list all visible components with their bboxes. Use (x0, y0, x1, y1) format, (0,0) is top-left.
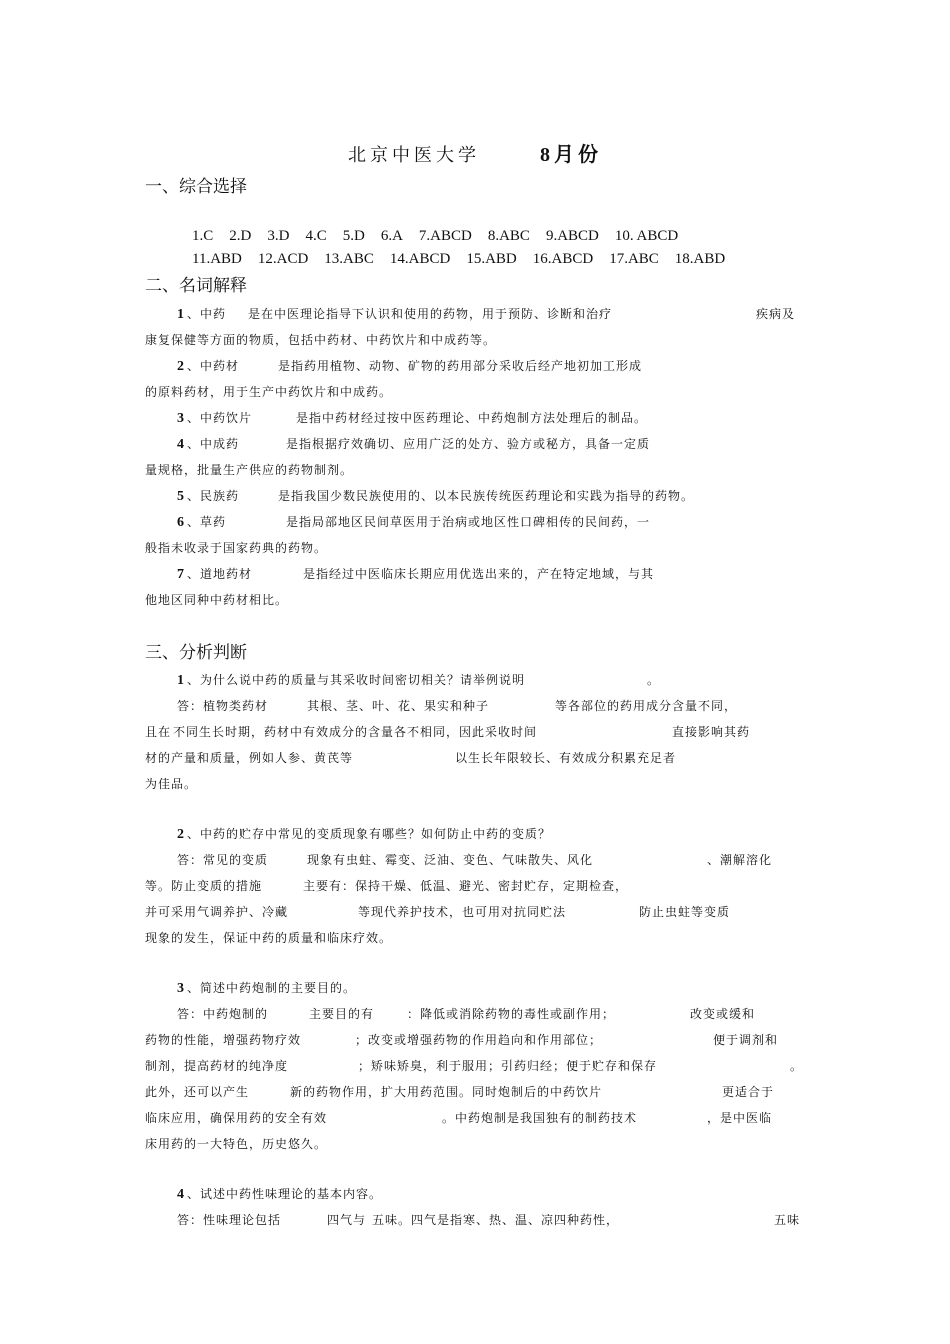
section-heading-terms: 二、名词解释 (145, 276, 247, 296)
term-7-line-2: 他地区同种中药材相比。 (145, 593, 289, 607)
answer-4-text: 五味。四气是指寒、热、温、凉四种药性， (372, 1213, 620, 1227)
answer-item: 9.ABCD (545, 228, 599, 244)
term-2-line-2: 的原料药材，用于生产中药饮片和中成药。 (145, 385, 393, 399)
answer-2-text: 、潮解溶化 (707, 853, 773, 867)
answer-3-text: 床用药的一大特色，历史悠久。 (145, 1137, 328, 1151)
term-2-line-1: 2 、中药材 (177, 359, 240, 374)
answer-1-text: 为佳品。 (145, 777, 198, 791)
term-6-line-1: 6 、草药 (177, 515, 227, 530)
term-7-def: 是指经过中医临床长期应用优选出来的，产在特定地域，与其 (303, 567, 655, 581)
answer-2-text: 防止虫蛀等变质 (639, 905, 731, 919)
answer-1-text: 材的产量和质量，例如人参、黄芪等 (145, 751, 354, 765)
answer-3-text: ：降低或消除药物的毒性或副作用； (407, 1007, 616, 1021)
answer-3-text: 便于调剂和 (713, 1033, 779, 1047)
answer-4-text: 五味 (774, 1213, 801, 1227)
answer-3-text: 更适合于 (722, 1085, 775, 1099)
answer-2-text: 主要有：保持干燥、低温、避光、密封贮存，定期检查， (303, 879, 629, 893)
answer-1-text: 其根、茎、叶、花、果实和种子 (307, 699, 490, 713)
answer-1-text: 不同生长时期，药材中有效成分的含量各不相同，因此采收时间 (173, 725, 538, 739)
answer-item: 4.C (305, 228, 327, 244)
answer-4-text: 答：性味理论包括 (177, 1213, 282, 1227)
question-1-tail: 。 (647, 673, 661, 687)
answer-item: 18.ABD (674, 251, 726, 267)
answer-3-text: 此外，还可以产生 (145, 1085, 250, 1099)
answer-3-text: 药物的性能，增强药物疗效 (145, 1033, 302, 1047)
answer-item: 12.ACD (257, 251, 309, 267)
answer-item: 8.ABC (487, 228, 530, 244)
section-heading-choice: 一、综合选择 (145, 177, 247, 197)
answer-1-text: 等各部位的药用成分含量不同， (555, 699, 738, 713)
answer-3-text: 新的药物作用，扩大用药范围。同时炮制后的中药饮片 (290, 1085, 603, 1099)
answer-item: 6.A (380, 228, 403, 244)
answer-3-text: ；矫味矫臭，利于服用；引药归经；便于贮存和保存 (358, 1059, 658, 1073)
term-3-line-1: 3 、中药饮片 (177, 411, 253, 426)
answer-3-text: 临床应用，确保用药的安全有效 (145, 1111, 328, 1125)
term-3-def: 是指中药材经过按中医药理论、中药炮制方法处理后的制品。 (296, 411, 648, 425)
question-3: 3 、简述中药炮制的主要目的。 (177, 981, 357, 996)
answer-1-text: 答：植物类药材 (177, 699, 269, 713)
answer-item: 14.ABCD (389, 251, 451, 267)
answer-item: 7.ABCD (418, 228, 472, 244)
answer-2-text: 等现代养护技术，也可用对抗同贮法 (358, 905, 567, 919)
answer-1-text: 且在 (145, 725, 172, 739)
answer-item: 3.D (267, 228, 290, 244)
title-left: 北京中医大学 (348, 145, 480, 165)
question-2: 2 、中药的贮存中常见的变质现象有哪些？如何防止中药的变质？ (177, 827, 552, 842)
answer-3-text: 改变或缓和 (690, 1007, 756, 1021)
term-5-line-1: 5 、民族药 (177, 489, 240, 504)
answers-row-2 (177, 225, 741, 294)
term-1-def-tail: 疾病及 (756, 307, 796, 321)
term-1-line-1: 1 、中药 (177, 307, 227, 322)
question-4: 4 、试述中药性味理论的基本内容。 (177, 1187, 383, 1202)
answer-2-text: 并可采用气调养护、冷藏 (145, 905, 289, 919)
answer-3-text: 。中药炮制是我国独有的制药技术 (442, 1111, 638, 1125)
term-6-line-2: 般指未收录于国家药典的药物。 (145, 541, 328, 555)
term-7-line-1: 7 、道地药材 (177, 567, 253, 582)
answer-item: 17.ABC (609, 251, 659, 267)
answer-item: 11.ABD (192, 251, 242, 267)
answer-item: 13.ABC (324, 251, 374, 267)
answer-2-text: 答：常见的变质 (177, 853, 269, 867)
answer-item: 15.ABD (466, 251, 517, 267)
answer-item: 2.D (229, 228, 252, 244)
answer-item: 16.ABCD (532, 251, 594, 267)
title-right: 8月份 (540, 144, 602, 166)
answer-3-text: ；改变或增强药物的作用趋向和作用部位； (355, 1033, 603, 1047)
term-4-line-2: 量规格，批量生产供应的药物制剂。 (145, 463, 354, 477)
answer-3-text: ，是中医临 (707, 1111, 773, 1125)
answer-3-text: 答：中药炮制的 (177, 1007, 269, 1021)
answer-3-text: 主要目的有 (309, 1007, 375, 1021)
section-heading-analysis: 三、分析判断 (145, 643, 247, 663)
answer-item: 10. ABCD (614, 228, 679, 244)
answer-item: 5.D (342, 228, 365, 244)
answer-item: 1.C (192, 228, 214, 244)
answer-1-text: 直接影响其药 (672, 725, 751, 739)
answer-4-text: 四气与 (327, 1213, 367, 1227)
term-1-line-2: 康复保健等方面的物质，包括中药材、中药饮片和中成药等。 (145, 333, 497, 347)
term-4-line-1: 4 、中成药 (177, 437, 240, 452)
term-2-def: 是指药用植物、动物、矿物的药用部分采收后经产地初加工形成 (278, 359, 643, 373)
page-title (0, 138, 950, 167)
answer-2-text: 现象的发生，保证中药的质量和临床疗效。 (145, 931, 393, 945)
question-1: 1 、为什么说中药的质量与其采收时间密切相关？请举例说明 (177, 673, 526, 688)
term-4-def: 是指根据疗效确切、应用广泛的处方、验方或秘方，具备一定质 (286, 437, 651, 451)
term-1-def: 是在中医理论指导下认识和使用的药物，用于预防、诊断和治疗 (248, 307, 613, 321)
term-5-def: 是指我国少数民族使用的、以本民族传统医药理论和实践为指导的药物。 (278, 489, 695, 503)
answer-3-text: 制剂，提高药材的纯净度 (145, 1059, 289, 1073)
answer-2-text: 现象有虫蛀、霉变、泛油、变色、气味散失、风化 (307, 853, 594, 867)
answer-1-text: 以生长年限较长、有效成分积累充足者 (455, 751, 677, 765)
term-6-def: 是指局部地区民间草医用于治病或地区性口碑相传的民间药，一 (286, 515, 651, 529)
answer-2-text: 等。防止变质的措施 (145, 879, 263, 893)
answer-3-text: 。 (790, 1059, 804, 1073)
